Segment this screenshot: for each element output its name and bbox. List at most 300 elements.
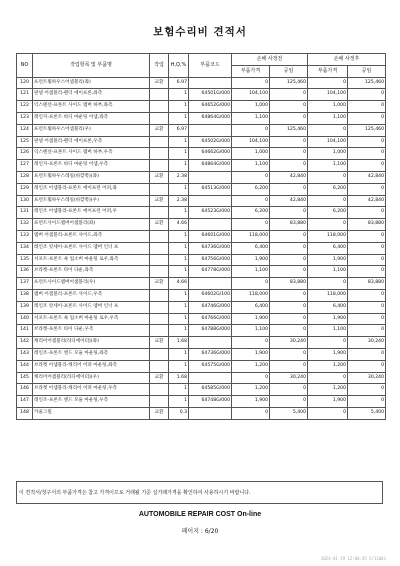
cell-bl: 0	[270, 360, 308, 372]
cell-q: 2.38	[169, 195, 189, 207]
table-row	[17, 396, 386, 408]
footer-title: AUTOMOBILE REPAIR COST On-line	[138, 511, 262, 518]
cell-bp: 1,200	[232, 384, 270, 396]
cell-bp: 0	[232, 219, 270, 231]
cell-code: 64746G/000	[189, 301, 232, 313]
cell-code	[189, 337, 232, 349]
cell-m	[150, 242, 169, 254]
cell-al: 0	[348, 136, 386, 148]
cell-name: 멤버 어셈블리-프론트 사이드,우측	[33, 289, 150, 301]
cell-no: 139	[17, 301, 33, 313]
cell-no: 130	[17, 195, 33, 207]
cell-no: 137	[17, 278, 33, 290]
cell-no: 122	[17, 101, 33, 113]
cell-m: 교환	[150, 219, 169, 231]
cell-code: 64756G/000	[189, 254, 232, 266]
cell-ap: 1,000	[308, 101, 348, 113]
table-row	[17, 337, 386, 349]
cell-al: 0	[348, 207, 386, 219]
header-no: NO	[17, 54, 33, 78]
cell-bl: 83,880	[270, 278, 308, 290]
cell-q: 1	[169, 301, 189, 313]
cell-m	[150, 112, 169, 124]
cell-code: 64602G/100	[189, 289, 232, 301]
cell-no: 128	[17, 171, 33, 183]
cell-code: 64736G/000	[189, 242, 232, 254]
cell-no: 134	[17, 242, 33, 254]
cell-name: 브라켓-프론트 타이 다운,우측	[33, 325, 150, 337]
cell-bp: 0	[232, 77, 270, 89]
cell-code: 64513G/000	[189, 183, 232, 195]
cell-m	[150, 207, 169, 219]
cell-ap: 118,000	[308, 230, 348, 242]
cell-name: 익스텐션-프론트 사이드 멤버 하부,좌측	[33, 101, 150, 113]
cell-al: 0	[348, 289, 386, 301]
cell-bp: 1,900	[232, 313, 270, 325]
table-row	[17, 195, 386, 207]
cell-bp: 1,000	[232, 148, 270, 160]
cell-bl: 0	[270, 396, 308, 408]
estimate-table	[16, 53, 386, 420]
cell-ap: 0	[308, 124, 348, 136]
cell-name: 프런트휠하우스레일(바깥쪽)(좌)	[33, 171, 150, 183]
cell-ap: 104,100	[308, 136, 348, 148]
table-row	[17, 148, 386, 160]
cell-ap: 0	[308, 171, 348, 183]
cell-name: 레인조 어셈블리-프론트 에이프런 어퍼,우	[33, 207, 150, 219]
cell-code: 64523G/000	[189, 207, 232, 219]
cell-m	[150, 360, 169, 372]
cell-ap: 0	[308, 372, 348, 384]
cell-bl: 0	[270, 348, 308, 360]
cell-bl: 5,400	[270, 407, 308, 419]
cell-name: 서포트-프론트 쇽 업소버 마운팅 로우,우측	[33, 313, 150, 325]
cell-no: 142	[17, 337, 33, 349]
cell-no: 125	[17, 136, 33, 148]
cell-m	[150, 289, 169, 301]
cell-al: 42,840	[348, 195, 386, 207]
cell-q: 1	[169, 313, 189, 325]
cell-no: 123	[17, 112, 33, 124]
cell-al: 125,460	[348, 124, 386, 136]
cell-al: 0	[348, 396, 386, 408]
cell-no: 145	[17, 372, 33, 384]
cell-m	[150, 230, 169, 242]
cell-code: 64652G/000	[189, 101, 232, 113]
cell-ap: 0	[308, 195, 348, 207]
cell-al: 0	[348, 183, 386, 195]
cell-no: 133	[17, 230, 33, 242]
cell-code: 64864G/000	[189, 112, 232, 124]
cell-no: 135	[17, 254, 33, 266]
cell-name: 카울그릴	[33, 407, 150, 419]
cell-q: 1	[169, 136, 189, 148]
cell-code: 64778G/000	[189, 266, 232, 278]
cell-ap: 1,100	[308, 325, 348, 337]
cell-m	[150, 136, 169, 148]
cell-al: 0	[348, 301, 386, 313]
header-after-labor: 공임	[348, 65, 386, 77]
cell-name: 레인조 앗세이-프론트 사이드 멤버 인너 프	[33, 301, 150, 313]
disclaimer-note: 이 견적서/청구서의 부품가격은 참고 가격이므로 거래될 기준 실거래가격을 확인하여 사용하시기 바랍니다.	[16, 481, 383, 504]
header-work-item: 작업항목 및 부품명	[33, 54, 150, 78]
print-stamp: 2024-01-19 12:00:45 5/11001	[320, 556, 386, 561]
cell-q: 1.68	[169, 337, 189, 349]
cell-m	[150, 301, 169, 313]
cell-bp: 118,000	[232, 230, 270, 242]
cell-code	[189, 372, 232, 384]
cell-bl: 0	[270, 242, 308, 254]
cell-name: 프런트휠하우스어셈블리(우)	[33, 124, 150, 136]
cell-name: 캐리어어셈블리(라디에이터)(우)	[33, 372, 150, 384]
cell-no: 120	[17, 77, 33, 89]
cell-no: 131	[17, 207, 33, 219]
cell-m	[150, 89, 169, 101]
cell-ap: 0	[308, 278, 348, 290]
page-number: 페이지 : 6/20	[181, 528, 219, 535]
cell-name: 브라켓 어셈블리-캐리어 어퍼 마운팅,우측	[33, 384, 150, 396]
cell-code	[189, 195, 232, 207]
cell-ap: 0	[308, 407, 348, 419]
cell-name: 멤버 어셈블리-프론트 사이드,좌측	[33, 230, 150, 242]
cell-code: 64601G/000	[189, 230, 232, 242]
cell-bl: 125,460	[270, 77, 308, 89]
cell-code: 64501G/000	[189, 89, 232, 101]
cell-ap: 6,400	[308, 242, 348, 254]
cell-q: 1	[169, 183, 189, 195]
cell-al: 5,400	[348, 407, 386, 419]
cell-q: 1	[169, 289, 189, 301]
cell-no: 146	[17, 384, 33, 396]
cell-code	[189, 219, 232, 231]
cell-bl: 42,840	[270, 195, 308, 207]
table-row	[17, 77, 386, 89]
cell-bp: 1,200	[232, 360, 270, 372]
header-part-code: 부품코드	[189, 54, 232, 78]
cell-q: 1	[169, 384, 189, 396]
cell-no: 132	[17, 219, 33, 231]
cell-q: 6.97	[169, 124, 189, 136]
cell-al: 0	[348, 313, 386, 325]
cell-m: 교환	[150, 372, 169, 384]
cell-m: 교환	[150, 124, 169, 136]
cell-code	[189, 407, 232, 419]
cell-bp: 104,100	[232, 89, 270, 101]
cell-name: 레인지-프론트 바디 마운팅 어셈,좌측	[33, 112, 150, 124]
cell-bp: 118,000	[232, 289, 270, 301]
cell-al: 0	[348, 242, 386, 254]
cell-q: 1	[169, 148, 189, 160]
cell-q: 1	[169, 266, 189, 278]
cell-m: 교환	[150, 337, 169, 349]
cell-bl: 0	[270, 266, 308, 278]
cell-al: 83,880	[348, 278, 386, 290]
table-row	[17, 230, 386, 242]
cell-m	[150, 254, 169, 266]
cell-al: 0	[348, 101, 386, 113]
table-row	[17, 289, 386, 301]
cell-bp: 1,100	[232, 266, 270, 278]
table-row	[17, 219, 386, 231]
cell-q: 1	[169, 160, 189, 172]
cell-q: 1	[169, 112, 189, 124]
cell-name: 캐리어어셈블리(라디에이터)(좌)	[33, 337, 150, 349]
cell-bp: 0	[232, 171, 270, 183]
cell-bp: 0	[232, 337, 270, 349]
cell-m	[150, 396, 169, 408]
table-row	[17, 384, 386, 396]
cell-bp: 1,900	[232, 348, 270, 360]
table-row	[17, 348, 386, 360]
cell-name: 서포트-프론트 쇽 업소버 마운팅 로우,좌측	[33, 254, 150, 266]
cell-name: 판넬 어셈블리-펜더 에이프론,우측	[33, 136, 150, 148]
cell-bp: 104,100	[232, 136, 270, 148]
cell-q: 4.66	[169, 278, 189, 290]
cell-no: 129	[17, 183, 33, 195]
cell-q: 1	[169, 207, 189, 219]
cell-bl: 0	[270, 136, 308, 148]
table-row	[17, 360, 386, 372]
header-method: 작업	[150, 54, 169, 78]
cell-name: 프런트사이드멤버어셈블리(좌)	[33, 219, 150, 231]
cell-code: 64788G/000	[189, 325, 232, 337]
cell-bp: 0	[232, 407, 270, 419]
cell-bl: 30,240	[270, 372, 308, 384]
cell-bp: 0	[232, 372, 270, 384]
cell-no: 136	[17, 266, 33, 278]
cell-bl: 0	[270, 289, 308, 301]
table-row	[17, 136, 386, 148]
table-row	[17, 160, 386, 172]
cell-q: 2.38	[169, 171, 189, 183]
cell-ap: 1,100	[308, 266, 348, 278]
cell-ap: 1,100	[308, 160, 348, 172]
cell-bp: 0	[232, 195, 270, 207]
cell-code	[189, 171, 232, 183]
cell-m	[150, 183, 169, 195]
cell-bl: 0	[270, 160, 308, 172]
cell-m	[150, 266, 169, 278]
cell-bl: 0	[270, 207, 308, 219]
cell-m	[150, 348, 169, 360]
cell-no: 147	[17, 396, 33, 408]
cell-code: 64585G/000	[189, 384, 232, 396]
cell-q: 1	[169, 230, 189, 242]
cell-no: 138	[17, 289, 33, 301]
cell-al: 30,240	[348, 337, 386, 349]
cell-al: 0	[348, 384, 386, 396]
cell-name: 레인조 앗세이-프론트 사이드 멤버 인너 프	[33, 242, 150, 254]
cell-ap: 0	[308, 337, 348, 349]
cell-code	[189, 124, 232, 136]
cell-name: 브라켓 어셈블리-캐리어 어퍼 마운팅,좌측	[33, 360, 150, 372]
cell-ap: 1,900	[308, 313, 348, 325]
cell-q: 1	[169, 242, 189, 254]
cell-al: 125,460	[348, 77, 386, 89]
cell-q: 1	[169, 101, 189, 113]
cell-bl: 0	[270, 183, 308, 195]
table-row	[17, 278, 386, 290]
cell-q: 1	[169, 348, 189, 360]
cell-ap: 6,200	[308, 207, 348, 219]
cell-name: 레인조-프론트 엔드 모듈 마운팅,우측	[33, 396, 150, 408]
cell-bp: 0	[232, 124, 270, 136]
cell-ap: 0	[308, 219, 348, 231]
cell-name: 프런트사이드멤버어셈블리(우)	[33, 278, 150, 290]
cell-ap: 1,200	[308, 384, 348, 396]
cell-bp: 6,400	[232, 301, 270, 313]
cell-code: 64662G/000	[189, 148, 232, 160]
table-row	[17, 207, 386, 219]
cell-m: 교환	[150, 77, 169, 89]
cell-al: 0	[348, 254, 386, 266]
header-before-labor: 공임	[270, 65, 308, 77]
cell-ap: 1,900	[308, 348, 348, 360]
cell-al: 30,240	[348, 372, 386, 384]
cell-al: 0	[348, 360, 386, 372]
cell-code: 64864G/000	[189, 160, 232, 172]
header-after-part-price: 부품가격	[308, 65, 348, 77]
cell-bp: 1,000	[232, 101, 270, 113]
cell-code	[189, 77, 232, 89]
cell-bl: 125,460	[270, 124, 308, 136]
cell-bl: 0	[270, 89, 308, 101]
cell-ap: 118,000	[308, 289, 348, 301]
cell-m: 교환	[150, 195, 169, 207]
cell-m: 교환	[150, 171, 169, 183]
cell-bp: 1,100	[232, 112, 270, 124]
cell-q: 1.68	[169, 372, 189, 384]
cell-m	[150, 325, 169, 337]
cell-q: 4.66	[169, 219, 189, 231]
cell-bl: 42,840	[270, 171, 308, 183]
cell-al: 0	[348, 148, 386, 160]
cell-bp: 6,400	[232, 242, 270, 254]
cell-al: 42,840	[348, 171, 386, 183]
cell-no: 144	[17, 360, 33, 372]
table-row	[17, 242, 386, 254]
cell-bp: 6,200	[232, 183, 270, 195]
cell-ap: 6,400	[308, 301, 348, 313]
table-row	[17, 89, 386, 101]
cell-name: 레인조-프론트 엔드 모듈 마운팅,좌측	[33, 348, 150, 360]
cell-code	[189, 278, 232, 290]
table-row	[17, 254, 386, 266]
cell-al: 0	[348, 325, 386, 337]
cell-m: 교환	[150, 407, 169, 419]
cell-name: 익스텐션-프론트 사이드 멤버 하부,우측	[33, 148, 150, 160]
cell-no: 141	[17, 325, 33, 337]
cell-bl: 0	[270, 148, 308, 160]
cell-ap: 1,900	[308, 254, 348, 266]
cell-m	[150, 148, 169, 160]
cell-bl: 30,240	[270, 337, 308, 349]
cell-bp: 1,100	[232, 325, 270, 337]
cell-bp: 0	[232, 278, 270, 290]
table-row	[17, 124, 386, 136]
cell-q: 0.3	[169, 407, 189, 419]
cell-al: 0	[348, 112, 386, 124]
cell-bl: 0	[270, 313, 308, 325]
cell-ap: 104,100	[308, 89, 348, 101]
cell-m	[150, 384, 169, 396]
cell-al: 83,880	[348, 219, 386, 231]
cell-name: 판넬 어셈블리-펜더 에이프론,좌측	[33, 89, 150, 101]
table-row	[17, 313, 386, 325]
cell-ap: 1,200	[308, 360, 348, 372]
cell-code: 64748G/000	[189, 396, 232, 408]
cell-bl: 0	[270, 301, 308, 313]
cell-no: 143	[17, 348, 33, 360]
cell-no: 127	[17, 160, 33, 172]
cell-bl: 0	[270, 254, 308, 266]
table-row	[17, 112, 386, 124]
table-row	[17, 183, 386, 195]
cell-name: 레인조 어셈블리-프론트 에이프런 어퍼,좌	[33, 183, 150, 195]
cell-q: 1	[169, 89, 189, 101]
cell-ap: 1,100	[308, 112, 348, 124]
cell-no: 121	[17, 89, 33, 101]
cell-bl: 0	[270, 112, 308, 124]
cell-al: 0	[348, 266, 386, 278]
cell-ap: 0	[308, 77, 348, 89]
table-row	[17, 266, 386, 278]
cell-code: 64502G/000	[189, 136, 232, 148]
header-before-part-price: 부품가격	[232, 65, 270, 77]
cell-bl: 0	[270, 101, 308, 113]
table-row	[17, 372, 386, 384]
cell-q: 1	[169, 325, 189, 337]
cell-al: 0	[348, 89, 386, 101]
cell-name: 레인지-프론트 바디 마운팅 어셈,우측	[33, 160, 150, 172]
cell-bp: 1,900	[232, 396, 270, 408]
cell-bl: 0	[270, 325, 308, 337]
cell-ap: 1,000	[308, 148, 348, 160]
cell-m	[150, 313, 169, 325]
cell-m: 교환	[150, 278, 169, 290]
cell-ap: 6,200	[308, 183, 348, 195]
cell-name: 프런트휠하우스레일(바깥쪽)(우)	[33, 195, 150, 207]
cell-name: 브라켓-프론트 타이 다운,좌측	[33, 266, 150, 278]
cell-bp: 6,200	[232, 207, 270, 219]
cell-ap: 1,900	[308, 396, 348, 408]
cell-code: 64736G/000	[189, 348, 232, 360]
cell-q: 1	[169, 254, 189, 266]
cell-bl: 0	[270, 230, 308, 242]
cell-code: 64766G/000	[189, 313, 232, 325]
table-row	[17, 301, 386, 313]
cell-q: 1	[169, 396, 189, 408]
cell-al: 0	[348, 230, 386, 242]
cell-bl: 0	[270, 384, 308, 396]
cell-no: 148	[17, 407, 33, 419]
cell-no: 140	[17, 313, 33, 325]
cell-bp: 1,100	[232, 160, 270, 172]
cell-al: 0	[348, 348, 386, 360]
document-title: 보험수리비 견적서	[153, 26, 247, 38]
table-row	[17, 407, 386, 419]
header-after-adjust: 손해 사정후	[308, 54, 386, 66]
cell-no: 124	[17, 124, 33, 136]
cell-al: 0	[348, 160, 386, 172]
cell-bl: 83,880	[270, 219, 308, 231]
header-hq: H,Q,%	[169, 54, 189, 78]
cell-name: 프런트휠하우스어셈블리(좌)	[33, 77, 150, 89]
cell-code: 64575G/000	[189, 360, 232, 372]
cell-m	[150, 160, 169, 172]
cell-m	[150, 101, 169, 113]
header-before-adjust: 손해 사정전	[232, 54, 308, 66]
